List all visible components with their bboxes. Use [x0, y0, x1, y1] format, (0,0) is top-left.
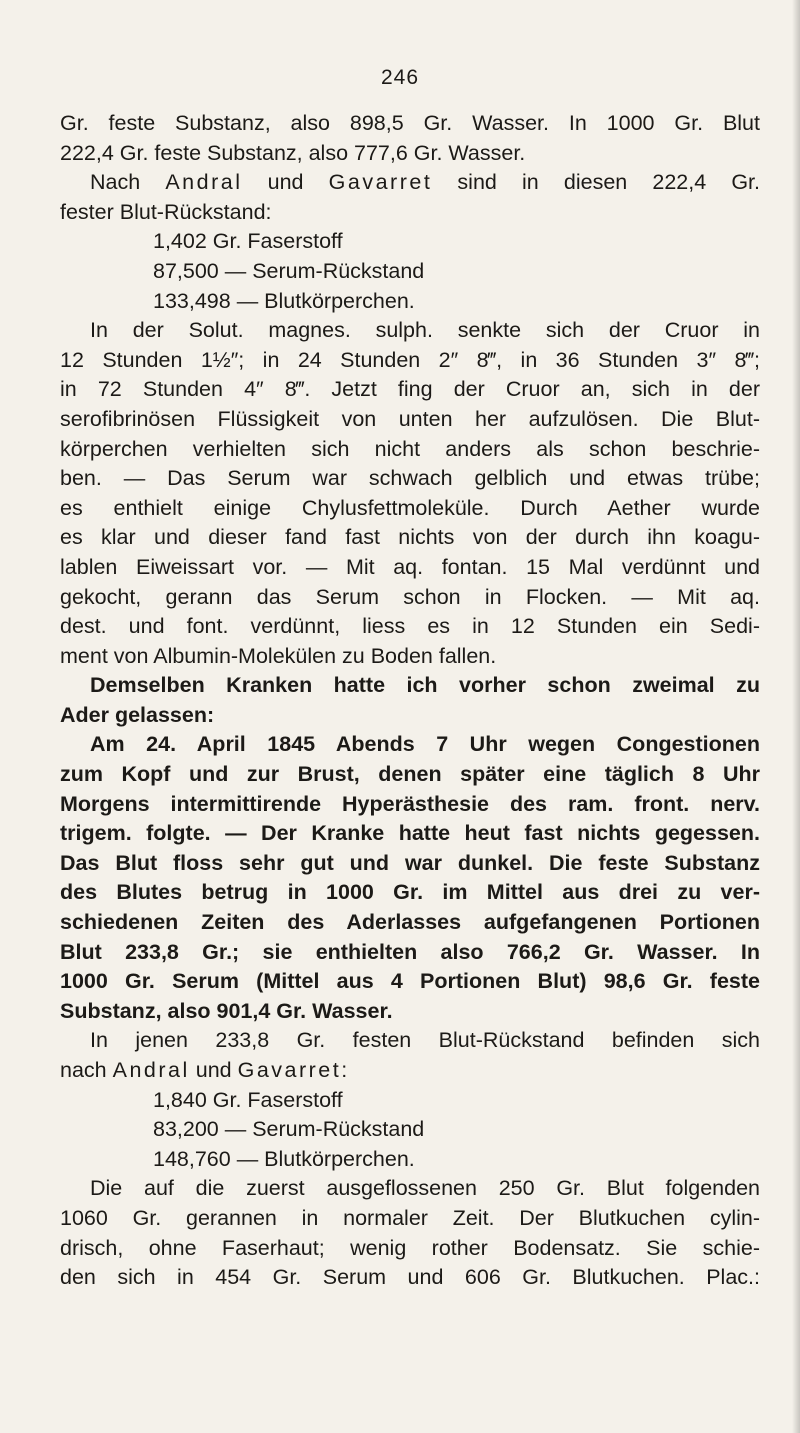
text-line: Substanz, also 901,4 Gr. Wasser.: [60, 998, 393, 1023]
table-row: 83,200 — Serum-Rückstand: [153, 1117, 425, 1142]
text-line: [60, 1056, 760, 1086]
text-line: ment von Albumin-Molekülen zu Boden fallen.: [60, 643, 497, 668]
text-line: Am 24. April 1845 Abends 7 Uhr wegen Congestionen: [90, 732, 760, 757]
table-row: 1,840 Gr. Faserstoff: [153, 1087, 343, 1112]
text-line: serofibrinösen Flüssigkeit von unten her aufzulösen. Die Blut-: [60, 406, 760, 431]
text-line: es klar und dieser fand fast nichts von der durch ihn koagu-: [60, 525, 760, 550]
text-line: 1060 Gr. gerannen in normaler Zeit. Der Blutkuchen cylin-: [60, 1205, 760, 1230]
page-edge-shadow: [792, 0, 800, 1433]
text-line: in 72 Stunden 4″ 8‴. Jetzt fing der Cruor an, sich in der: [60, 377, 760, 402]
text-line: Das Blut floss sehr gut und war dunkel. Die feste Substanz: [60, 850, 760, 875]
author-name: Gavarret: [237, 1058, 342, 1082]
text-line: lablen Eiweissart vor. — Mit aq. fontan. 15 Mal verdünnt und: [60, 554, 760, 579]
text-line: drisch, ohne Faserhaut; wenig rother Bodensatz. Sie schie-: [60, 1235, 760, 1260]
author-name: Andral: [165, 170, 243, 195]
text-span: nach: [60, 1058, 113, 1082]
text-line: gekocht, gerann das Serum schon in Flocken. — Mit aq.: [60, 584, 760, 609]
text-line: 12 Stunden 1½″; in 24 Stunden 2″ 8‴, in 36 Stunden 3″ 8‴;: [60, 347, 760, 372]
text-line: ben. — Das Serum war schwach gelblich und etwas trübe;: [60, 466, 760, 491]
text-span: Nach: [90, 170, 166, 195]
author-name: Gavarret: [328, 170, 433, 195]
text-span: und: [189, 1058, 238, 1082]
text-span: und: [242, 170, 329, 195]
text-line: dest. und font. verdünnt, liess es in 12 Stunden ein Sedi-: [60, 614, 760, 639]
author-name: Andral: [112, 1058, 190, 1082]
text-line: Demselben Kranken hatte ich vorher schon zweimal zu: [90, 673, 760, 698]
text-line: des Blutes betrug in 1000 Gr. im Mittel aus drei zu ver-: [60, 880, 760, 905]
text-line: den sich in 454 Gr. Serum und 606 Gr. Blutkuchen. Plac.:: [60, 1265, 760, 1290]
text-line: [60, 168, 760, 198]
text-span: :: [341, 1058, 348, 1082]
text-line: zum Kopf und zur Brust, denen später eine täglich 8 Uhr: [60, 762, 760, 787]
text-span: sind in diesen 222,4 Gr.: [432, 170, 760, 195]
text-line: trigem. folgte. — Der Kranke hatte heut fast nichts gegessen.: [60, 821, 760, 846]
table-row: 148,760 — Blutkörperchen.: [153, 1146, 415, 1171]
text-line: körperchen verhielten sich nicht anders als schon beschrie-: [60, 436, 760, 461]
text-line: schiedenen Zeiten des Aderlasses aufgefangenen Portionen: [60, 910, 760, 935]
table-row: 1,402 Gr. Faserstoff: [153, 229, 343, 254]
text-line: Blut 233,8 Gr.; sie enthielten also 766,2 Gr. Wasser. In: [60, 939, 760, 964]
body-text: [60, 109, 760, 1293]
text-line: 1000 Gr. Serum (Mittel aus 4 Portionen Blut) 98,6 Gr. feste: [60, 969, 760, 994]
page-number: 246: [380, 66, 420, 89]
table-row: 87,500 — Serum-Rückstand: [153, 258, 425, 283]
text-line: Morgens intermittirende Hyperästhesie des ram. front. nerv.: [60, 791, 760, 816]
table-row: 133,498 — Blutkörperchen.: [153, 288, 415, 313]
text-line: In jenen 233,8 Gr. festen Blut-Rückstand befinden sich: [90, 1028, 760, 1053]
text-line: 222,4 Gr. feste Substanz, also 777,6 Gr. Wasser.: [60, 140, 526, 165]
text-line: Ader gelassen:: [60, 702, 215, 727]
text-line: fester Blut-Rückstand:: [60, 199, 272, 224]
text-line: es enthielt einige Chylusfettmoleküle. Durch Aether wurde: [60, 495, 760, 520]
text-line: In der Solut. magnes. sulph. senkte sich der Cruor in: [90, 318, 760, 343]
text-line: Die auf die zuerst ausgeflossenen 250 Gr. Blut folgenden: [90, 1176, 760, 1201]
text-line: Gr. feste Substanz, also 898,5 Gr. Wasser. In 1000 Gr. Blut: [60, 111, 760, 135]
